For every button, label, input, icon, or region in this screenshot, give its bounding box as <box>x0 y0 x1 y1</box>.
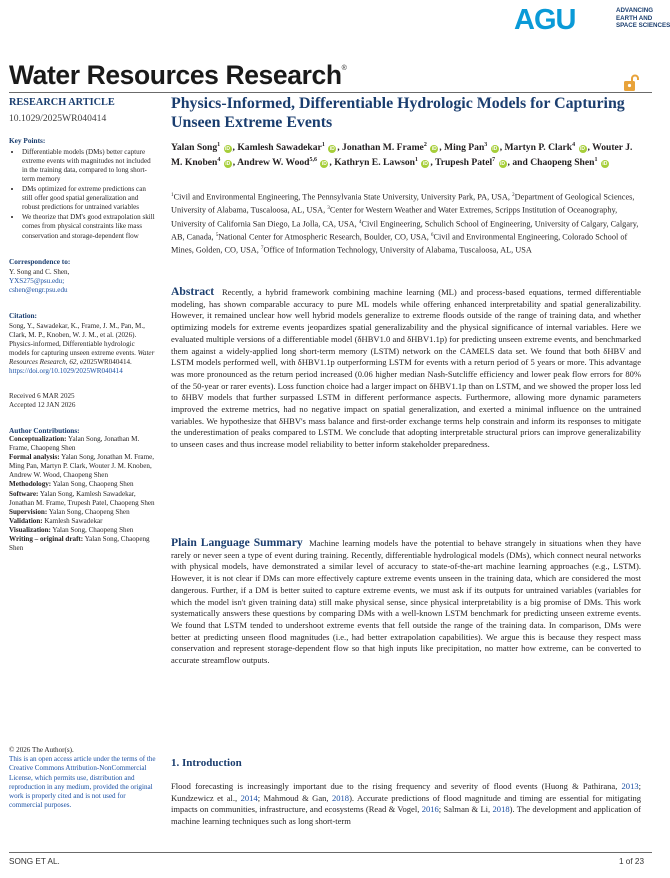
affiliation-number: 6 <box>430 231 434 238</box>
pls-text: Machine learning models have the potential to behave strangely in situations when they have rarely or never seen a type of event during training. Recently, differentiable hydrological models (DMs), which connect neural networks with physical models, have demonstrated a similar level of accuracy to state-of-the-art machine learning approaches (e.g., LSTM). However, it is not clear if DMs can more effectively capture extreme events unseen in the training data, which are considered the most dangerous. Further, if a DM is better suited to capture extreme events, we must ask if its outputs for untrained variables (variables for which the model isn't given training data) still make physical sense, since physical interpretability is a big promise of DMs. This work systematically answers these questions by comparing DMs with a well-known LSTM benchmark for predicting unseen extreme events. We found that LSTM tended to undershoot extreme events that fell outside the range of the training data. In comparison, DMs were better at predicting unseen flood magnitudes (i.e., had better extrapolation capabilities). We argue this is because they respect mass conservation and represent storage-dependent flow so that high inputs like precipitation, no matter how extreme, can be converted to accurate streamflow outputs. <box>171 538 642 666</box>
affiliation-text: Office of Information Technology, University of Alabama, Tuscaloosa, AL, USA <box>263 245 532 255</box>
citation-year-link[interactable]: 2018 <box>492 804 510 815</box>
orcid-icon[interactable]: iD <box>431 146 437 152</box>
contribution-role: Software: <box>9 489 39 498</box>
contribution-people: Yalan Song, Jonathan M. Frame, Ming Pan, Martyn P. Clark, Wouter J. M. Knoben, Andrew W. Wood, Chaopeng Shen <box>9 453 155 480</box>
contribution-role: Methodology: <box>9 480 52 489</box>
contributions-heading: Author Contributions: <box>9 426 80 436</box>
author-name[interactable]: Kamlesh Sawadekar <box>237 142 322 153</box>
contribution-entry <box>9 535 157 553</box>
key-points-list <box>9 148 157 240</box>
author-affiliation-marker: 7 <box>492 157 496 164</box>
plain-language-summary <box>171 537 641 667</box>
page-number: 1 of 23 <box>618 857 644 866</box>
author-name[interactable]: Jonathan M. Frame <box>342 142 424 153</box>
citation-year-link[interactable]: 2013 <box>621 781 639 791</box>
citation-year-link[interactable]: 2016 <box>421 804 439 815</box>
author-separator: , <box>587 142 593 153</box>
email-link[interactable]: cshen@engr.psu.edu <box>9 285 68 294</box>
copyright-notice <box>9 746 157 810</box>
affiliation-number: 7 <box>260 245 264 251</box>
author-separator: , <box>232 157 238 169</box>
citation-year-link[interactable]: 2014 <box>240 792 258 803</box>
contribution-role: Conceptualization: <box>9 435 67 444</box>
affiliation-text: Department of Geological Sciences, University of Alabama, Tuscaloosa, AL, USA, <box>171 192 635 215</box>
accepted-date: Accepted 12 JAN 2026 <box>9 401 76 410</box>
agu-tagline: ADVANCING EARTH AND SPACE SCIENCES <box>616 7 670 30</box>
author-name[interactable]: Ming Pan <box>444 142 485 153</box>
contribution-role: Supervision: <box>9 507 48 516</box>
article-title: Physics-Informed, Differentiable Hydrologic Models for Capturing Unseen Extreme Events <box>171 95 625 131</box>
orcid-icon[interactable]: iD <box>602 161 608 168</box>
email-link[interactable]: YXS275@psu.edu; <box>9 276 65 285</box>
contribution-entry <box>9 490 157 508</box>
key-points <box>9 136 157 241</box>
contribution-entry <box>9 517 157 526</box>
orcid-icon[interactable]: iD <box>225 161 231 168</box>
contribution-role: Formal analysis: <box>9 453 60 462</box>
journal-header-rule <box>9 92 652 93</box>
author-name[interactable]: Chaopeng Shen <box>530 157 595 169</box>
article-sidebar <box>9 97 157 553</box>
citation-year-link[interactable]: 2018 <box>331 792 350 803</box>
license-text: This is an open access article under the terms of the Creative Commons Attribution-NonCommercial License, which permits use, distribution and reproduction in any medium, provided the original work is properly cited and is not used for commercial purposes. <box>9 755 156 810</box>
citation <box>9 311 157 376</box>
author-separator: , <box>430 157 436 169</box>
footer-authors: SONG ET AL. <box>9 857 60 866</box>
contribution-entry <box>9 480 157 489</box>
contribution-people: Yalan Song, Chaopeng Shen <box>47 507 130 516</box>
contribution-people: Kamlesh Sawadekar <box>42 516 103 525</box>
affiliation-text: National Center for Atmospheric Research, Boulder, CO, USA, <box>218 232 431 242</box>
author-separator: , <box>232 142 238 153</box>
author-separator: , <box>337 142 343 153</box>
affiliations <box>171 190 641 256</box>
key-point: • DMs optimized for extreme predictions can still offer good spatial generalization and robust predictions for untrained variables <box>22 185 157 212</box>
contribution-people: Yalan Song, Chaopeng Shen <box>50 525 134 534</box>
contribution-people: Yalan Song, Chaopeng Shen <box>51 480 134 489</box>
affiliation-text: Civil Engineering, Schulich School of Engineering, University of Calgary, Calgary, AB, Canada, <box>171 219 639 242</box>
intro-text-segment: ; Salman & Li, <box>438 804 493 815</box>
footer-rule <box>9 852 652 853</box>
key-point: • We theorize that DM's good extrapolation skill comes from physical constraints like mass conservation and storage-dependent flow <box>22 213 157 240</box>
author-separator: , and <box>507 157 531 169</box>
correspondence <box>9 257 157 295</box>
contribution-role: Validation: <box>9 516 43 525</box>
author-affiliation-marker: 1 <box>321 142 325 148</box>
citation-heading: Citation: <box>9 310 37 320</box>
orcid-icon[interactable]: iD <box>225 146 231 152</box>
correspondence-names: Y. Song and C. Shen, <box>9 267 70 276</box>
key-point: • Differentiable models (DMs) better capture extreme events with magnitudes not included in the training data, compared to long short-term memory <box>22 148 157 184</box>
article-type: RESEARCH ARTICLE <box>9 97 115 108</box>
article-dates <box>9 392 157 410</box>
affiliation-number: 1 <box>171 192 174 198</box>
open-access-lock-icon <box>622 74 640 92</box>
abstract <box>171 286 641 451</box>
author-separator: , <box>329 157 335 169</box>
author-affiliation-marker: 2 <box>423 142 427 148</box>
intro-text-segment: ; Kundzewicz et al., <box>171 781 641 803</box>
introduction-text <box>171 781 641 828</box>
key-points-heading: Key Points: <box>9 136 46 146</box>
intro-text-segment: ). The development and application of machine learning techniques such as long short-term <box>171 804 641 827</box>
author-separator: , <box>499 142 505 153</box>
contribution-entry <box>9 453 157 480</box>
contribution-people: Yalan Song, Chaopeng Shen <box>9 534 150 552</box>
author-affiliation-marker: 3 <box>484 142 488 148</box>
author-list <box>171 139 641 169</box>
agu-logo-mark: AGU <box>514 4 576 36</box>
contributions-list <box>9 435 157 553</box>
contribution-people: Yalan Song, Jonathan M. Frame, Chaopeng Shen <box>9 435 140 453</box>
author-contributions <box>9 426 157 553</box>
agu-logo <box>514 3 670 41</box>
copyright-line: © 2026 The Author(s). <box>9 746 74 754</box>
author-name[interactable]: Kathryn E. Lawson <box>334 157 415 169</box>
contribution-role: Visualization: <box>9 525 51 534</box>
author-affiliation-marker: 4 <box>217 157 221 164</box>
affiliation-number: 2 <box>512 192 515 198</box>
affiliation-number: 5 <box>215 231 219 238</box>
license-link[interactable]: Creative Commons Attribution-NonCommercial <box>9 764 147 773</box>
author-name[interactable]: Yalan Song <box>171 142 218 153</box>
abstract-heading: Abstract <box>171 285 215 298</box>
affiliation-text: Center for Western Weather and Water Extremes, Scripps Institution of Oceanography, University of California San Diego, La Jolla, CA, USA, <box>171 205 618 228</box>
pls-heading: Plain Language Summary <box>171 536 303 549</box>
orcid-icon[interactable]: iD <box>329 146 335 152</box>
citation-text: Song, Y., Sawadekar, K., Frame, J. M., Pan, M., Clark, M. P., Knoben, W. J. M., et al. (2026). Physics-informed, Differentiable hydrologic models for capturing unseen extreme events. Water Resources Research, 62, e2025WR040414. https://doi.org/10.1029/2025WR040414 <box>9 321 155 376</box>
affiliation-number: 3 <box>327 205 330 212</box>
contribution-people: Yalan Song, Kamlesh Sawadekar, Jonathan M. Frame, Trupesh Patel, Chaopeng Shen <box>9 489 155 507</box>
author-affiliation-marker: 1 <box>217 142 221 148</box>
orcid-icon[interactable]: iD <box>422 161 428 168</box>
author-affiliation-marker: 5,6 <box>309 157 318 164</box>
author-name[interactable]: Martyn P. Clark <box>504 142 573 153</box>
intro-text-segment: ; Mahmoud & Gan, <box>257 792 332 803</box>
contribution-role: Writing – original draft: <box>9 534 84 543</box>
author-affiliation-marker: 1 <box>594 157 598 164</box>
author-separator: , <box>439 142 445 153</box>
author-name[interactable]: Andrew W. Wood <box>237 157 310 169</box>
affiliation-text: Civil and Environmental Engineering, Colorado School of Mines, Golden, CO, USA, <box>171 232 628 255</box>
orcid-icon[interactable]: iD <box>580 146 585 152</box>
author-affiliation-marker: 4 <box>572 142 576 148</box>
author-name[interactable]: Wouter J. M. Knoben <box>171 142 633 169</box>
orcid-icon[interactable]: iD <box>500 161 506 168</box>
contribution-entry <box>9 526 157 535</box>
citation-doi-link[interactable]: https://doi.org/10.1029/2025WR040414 <box>9 367 123 376</box>
received-date: Received 6 MAR 2025 <box>9 392 75 401</box>
contribution-entry <box>9 508 157 517</box>
intro-text-segment: Flood forecasting is increasingly important due to the rising frequency and severity of flood events (Huong & Pathirana, <box>171 781 622 791</box>
orcid-icon[interactable]: iD <box>321 161 327 168</box>
contribution-entry <box>9 435 157 453</box>
orcid-icon[interactable]: iD <box>492 146 498 152</box>
author-affiliation-marker: 1 <box>414 157 418 164</box>
introduction-heading: 1. Introduction <box>171 757 242 769</box>
abstract-text: Recently, a hybrid framework combining machine learning (ML) and process-based equations, termed differentiable modeling, has shown comparable accuracy to pure ML models while offering enhanced interpretability and spatial generalizability. However, it remained unclear how well hybrid models generalize to extreme floods outside of the range of training data, and whether optimizing models for extreme events jeopardizes spatial generalizability and the physical significance of internal variables. Here we evaluated multiple versions of a differentiable model (δHBV1.0 and δHBV1.1p) for predicting unseen extreme events, and benchmarked them against a widely-applied long short-term memory (LSTM) network on the CAMELS data set. We found that both δHBV and LSTM models performed well, with δHBV1.1p outperforming LSTM for events with a return period of 5 years or more. This advantage was more pronounced as the return period increased (0.06 higher median Nash-Sutcliffe efficiency and lower peak flow errors for 80% of the 50-year or rarer events). Loss function choice had a larger impact on δHBV1.1p than on LSTM, and we showed the proper loss led to δHBV models that further surpassed LSTM in different performance aspects. Furthermore, allowing more dynamic parameters improved the extreme metrics, had no negative impact on spatial generalization, and exerted a minimal influence on the untrained variables. We hypothesize that δHBV's mass balance and first-order exchange terms help constrain and inform its responses to mitigate the underestimation of peaks compared to LSTM. We conclude that adopting interpretable structural priors can improve generalizability to unseen cases and thus increase model reliability to better inform stakeholder preparedness. <box>171 287 641 450</box>
correspondence-heading: Correspondence to: <box>9 256 71 266</box>
journal-title: Water Resources Research® <box>9 60 347 90</box>
author-name[interactable]: Trupesh Patel <box>435 157 493 169</box>
intro-text-segment: ). Accurate predictions of flood magnitude and timing are essential for mitigating impacts on communities, infrastructure, and ecosystems (Read & Vogel, <box>171 792 641 815</box>
affiliation-number: 4 <box>358 218 362 225</box>
article-doi[interactable]: 10.1029/2025WR040414 <box>9 113 107 124</box>
affiliation-text: Civil and Environmental Engineering, The Pennsylvania State University, University Park, PA, USA, <box>173 192 513 202</box>
